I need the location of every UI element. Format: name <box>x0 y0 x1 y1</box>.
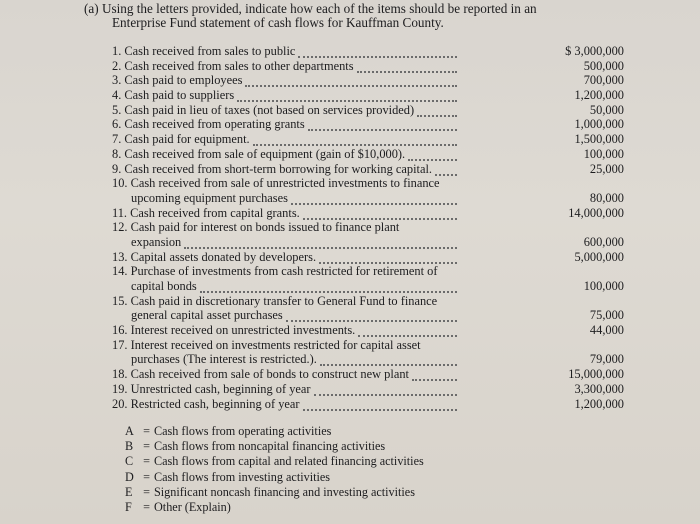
dot-leader <box>308 127 457 131</box>
item-amount: 25,000 <box>589 161 624 176</box>
list-item <box>112 382 672 397</box>
item-text: 14. Purchase of investments from cash restricted for retirement of <box>112 264 438 279</box>
category-legend <box>125 424 525 515</box>
dot-leader <box>200 289 457 293</box>
item-amount: 600,000 <box>583 234 624 249</box>
list-item <box>112 338 672 353</box>
item-text: 5. Cash paid in lieu of taxes (not based on services provided) <box>112 102 415 117</box>
list-item <box>112 323 672 338</box>
list-item <box>112 117 672 132</box>
list-item <box>112 147 672 162</box>
dot-leader <box>314 392 457 396</box>
item-amount: 75,000 <box>589 308 624 323</box>
item-amount: 500,000 <box>583 58 624 73</box>
dot-leader <box>319 260 457 264</box>
list-item <box>112 59 672 74</box>
item-text: 1. Cash received from sales to public <box>112 44 296 58</box>
list-item-continued <box>112 279 672 294</box>
question-intro <box>84 2 684 30</box>
dot-leader <box>408 157 457 161</box>
dot-leader <box>357 69 457 73</box>
legend-row <box>125 424 525 439</box>
legend-equals: = <box>143 439 150 454</box>
list-item <box>112 397 672 412</box>
list-item <box>112 88 672 103</box>
item-text: 7. Cash paid for equipment. <box>112 132 250 147</box>
item-text-continued: upcoming equipment purchases <box>131 190 288 205</box>
legend-row <box>125 470 525 485</box>
list-item-continued <box>112 308 672 323</box>
legend-equals: = <box>143 454 150 469</box>
legend-code: F <box>125 499 132 514</box>
item-text-continued: general capital asset purchases <box>131 308 283 323</box>
list-item <box>112 206 672 221</box>
item-amount: 15,000,000 <box>568 367 624 382</box>
legend-description: Significant noncash financing and investing activities <box>154 484 415 499</box>
dot-leader <box>303 216 457 220</box>
legend-equals: = <box>143 499 150 514</box>
dot-leader <box>358 333 457 337</box>
item-amount: 1,000,000 <box>574 117 624 132</box>
item-text: 15. Cash paid in discretionary transfer to General Fund to finance <box>112 293 438 308</box>
dot-leader <box>291 201 457 205</box>
list-item <box>112 294 672 309</box>
item-text: 13. Capital assets donated by developers. <box>112 249 317 264</box>
item-text-continued: expansion <box>131 234 182 249</box>
item-amount: 80,000 <box>589 190 624 205</box>
list-item <box>112 73 672 88</box>
item-amount: 1,200,000 <box>574 396 624 411</box>
item-amount: 1,200,000 <box>574 88 624 103</box>
legend-description: Cash flows from operating activities <box>154 424 332 438</box>
legend-row <box>125 454 525 469</box>
list-item <box>112 103 672 118</box>
legend-row <box>125 485 525 500</box>
legend-description: Cash flows from noncapital financing activities <box>154 439 386 454</box>
item-text: 20. Restricted cash, beginning of year <box>112 396 300 411</box>
item-text: 2. Cash received from sales to other departments <box>112 58 354 73</box>
legend-row <box>125 500 525 515</box>
legend-row <box>125 439 525 454</box>
item-amount: 100,000 <box>583 279 624 293</box>
dot-leader <box>286 318 457 322</box>
question-line-1: Using the letters provided, indicate how each of the items should be reported in an <box>101 1 537 16</box>
dot-leader <box>298 54 457 58</box>
item-text-continued: purchases (The interest is restricted.). <box>131 352 317 367</box>
item-text: 6. Cash received from operating grants <box>112 117 305 132</box>
item-amount: 14,000,000 <box>568 205 624 220</box>
legend-code: A <box>125 424 134 438</box>
item-text: 16. Interest received on unrestricted investments. <box>112 323 356 338</box>
legend-description: Cash flows from capital and related financing activities <box>154 454 424 469</box>
item-text: 4. Cash paid to suppliers <box>112 88 235 103</box>
item-text: 17. Interest received on investments restricted for capital asset <box>112 337 421 352</box>
item-amount: 100,000 <box>583 146 624 161</box>
dot-leader <box>417 113 457 117</box>
legend-equals: = <box>143 469 150 484</box>
item-amount: 1,500,000 <box>574 132 624 147</box>
list-item <box>112 44 672 59</box>
dot-leader <box>435 172 457 176</box>
item-text: 18. Cash received from sale of bonds to construct new plant <box>112 367 409 382</box>
legend-code: E <box>125 484 133 499</box>
item-amount: 5,000,000 <box>574 249 624 264</box>
legend-code: C <box>125 454 134 469</box>
dot-leader <box>245 83 457 87</box>
list-item <box>112 162 672 177</box>
legend-code: D <box>125 469 134 484</box>
item-text: 10. Cash received from sale of unrestricted investments to finance <box>112 176 440 191</box>
item-amount: 79,000 <box>589 352 624 367</box>
list-item <box>112 176 672 191</box>
question-label: (a) <box>84 1 99 16</box>
list-item <box>112 220 672 235</box>
list-item-continued <box>112 191 672 206</box>
item-text: 3. Cash paid to employees <box>112 73 243 88</box>
legend-description: Other (Explain) <box>154 499 231 514</box>
item-amount: 700,000 <box>583 73 624 88</box>
item-text: 12. Cash paid for interest on bonds issued to finance plant <box>112 220 400 235</box>
item-text: 19. Unrestricted cash, beginning of year <box>112 381 311 396</box>
item-text: 11. Cash received from capital grants. <box>112 205 300 220</box>
item-text: 9. Cash received from short-term borrowing for working capital. <box>112 161 432 176</box>
list-item-continued <box>112 235 672 250</box>
list-item <box>112 250 672 265</box>
dot-leader <box>412 377 457 381</box>
legend-equals: = <box>143 484 150 499</box>
dot-leader <box>237 98 457 102</box>
list-item-continued <box>112 352 672 367</box>
item-amount: $ 3,000,000 <box>565 44 624 58</box>
items-list <box>112 44 672 411</box>
question-line-2: Enterprise Fund statement of cash flows for Kauffman County. <box>112 15 444 30</box>
legend-description: Cash flows from investing activities <box>154 469 331 484</box>
item-text-continued: capital bonds <box>131 279 197 293</box>
list-item <box>112 367 672 382</box>
list-item <box>112 264 672 279</box>
dot-leader <box>253 142 457 146</box>
dot-leader <box>303 407 457 411</box>
item-amount: 44,000 <box>589 323 624 338</box>
item-text: 8. Cash received from sale of equipment (gain of $10,000). <box>112 146 406 161</box>
legend-equals: = <box>143 424 150 438</box>
dot-leader <box>184 245 457 249</box>
dot-leader <box>320 362 457 366</box>
legend-code: B <box>125 439 134 454</box>
item-amount: 3,300,000 <box>574 381 624 396</box>
item-amount: 50,000 <box>589 102 624 117</box>
list-item <box>112 132 672 147</box>
